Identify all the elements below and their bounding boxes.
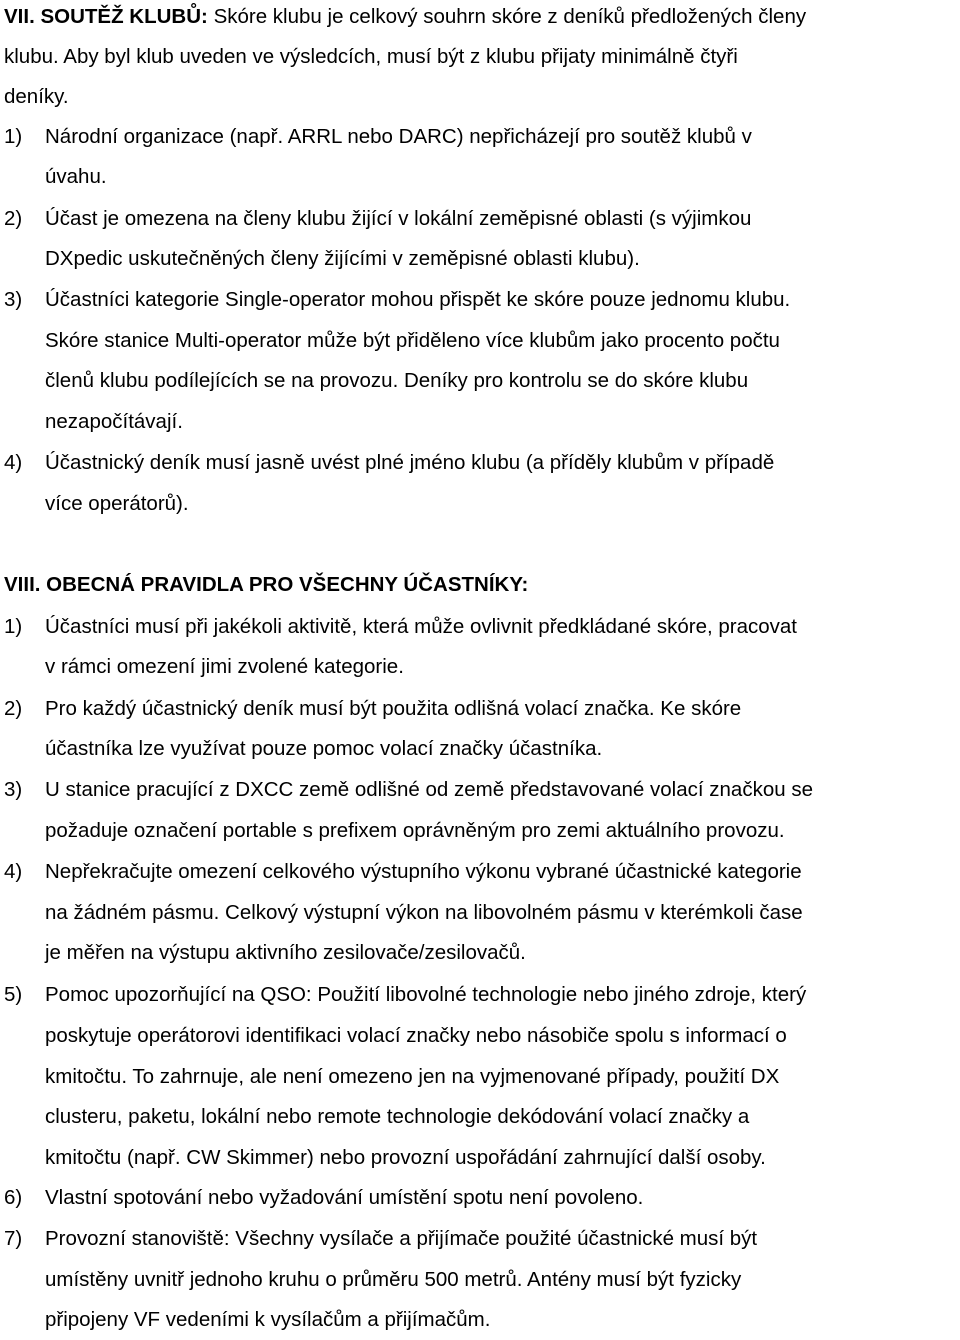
item-text: umístěny uvnitř jednoho kruhu o průměru 500 metrů. Antény musí být fyzicky bbox=[45, 1268, 742, 1291]
item-number: 1) bbox=[4, 615, 23, 638]
item-text: Provozní stanoviště: Všechny vysílače a přijímače použité účastnické musí být bbox=[45, 1227, 758, 1250]
item-text: kmitočtu (např. CW Skimmer) nebo provozní uspořádání zahrnující další osoby. bbox=[45, 1146, 766, 1169]
item-text: U stanice pracující z DXCC země odlišné od země představované volací značkou se bbox=[45, 778, 813, 801]
list-item-continuation bbox=[0, 729, 960, 769]
item-number: 4) bbox=[4, 451, 23, 474]
item-number: 4) bbox=[4, 860, 23, 883]
item-number: 2) bbox=[4, 207, 23, 230]
section-7-heading-line bbox=[0, 0, 960, 37]
item-text: Pomoc upozorňující na QSO: Použití libovolné technologie nebo jiného zdroje, který bbox=[45, 983, 807, 1006]
list-item bbox=[0, 770, 960, 810]
section-8-heading-line bbox=[0, 565, 960, 605]
list-item bbox=[0, 199, 960, 239]
list-item bbox=[0, 975, 960, 1015]
list-item-continuation bbox=[0, 402, 960, 442]
item-text: požaduje označení portable s prefixem oprávněným pro zemi aktuálního provozu. bbox=[45, 819, 785, 842]
list-item-continuation bbox=[0, 647, 960, 687]
section-7-intro-line: Skóre klubu je celkový souhrn skóre z deníků předložených členy bbox=[213, 5, 807, 28]
list-item-continuation bbox=[0, 157, 960, 197]
list-item-continuation bbox=[0, 361, 960, 401]
list-item-continuation bbox=[0, 1016, 960, 1056]
list-item-continuation bbox=[0, 1138, 960, 1178]
item-text: více operátorů). bbox=[45, 492, 189, 515]
list-item bbox=[0, 117, 960, 157]
item-number: 3) bbox=[4, 778, 23, 801]
item-text: poskytuje operátorovi identifikaci volací značky nebo násobiče spolu s informací o bbox=[45, 1024, 787, 1047]
list-item-continuation bbox=[0, 1260, 960, 1300]
item-text: Skóre stanice Multi-operator může být přiděleno více klubům jako procento počtu bbox=[45, 329, 780, 352]
list-item-continuation bbox=[0, 239, 960, 279]
item-number: 6) bbox=[4, 1186, 23, 1209]
list-item bbox=[0, 280, 960, 320]
list-item bbox=[0, 1178, 960, 1218]
item-text: Účastníci kategorie Single-operator mohou přispět ke skóre pouze jednomu klubu. bbox=[45, 288, 791, 311]
item-text: Vlastní spotování nebo vyžadování umístění spotu není povoleno. bbox=[45, 1186, 644, 1209]
item-text: Nepřekračujte omezení celkového výstupního výkonu vybrané účastnické kategorie bbox=[45, 860, 802, 883]
item-number: 7) bbox=[4, 1227, 23, 1250]
list-item-continuation bbox=[0, 1057, 960, 1097]
list-item-continuation bbox=[0, 484, 960, 524]
item-text: úvahu. bbox=[45, 165, 107, 188]
item-text: členů klubu podílejících se na provozu. Deníky pro kontrolu se do skóre klubu bbox=[45, 369, 749, 392]
paragraph-text: deníky. bbox=[4, 85, 69, 108]
item-text: v rámci omezení jimi zvolené kategorie. bbox=[45, 655, 404, 678]
list-item bbox=[0, 852, 960, 892]
list-item bbox=[0, 1219, 960, 1259]
item-text: připojeny VF vedeními k vysílačům a přijímačům. bbox=[45, 1308, 491, 1331]
list-item bbox=[0, 689, 960, 729]
list-item-continuation bbox=[0, 811, 960, 851]
item-number: 3) bbox=[4, 288, 23, 311]
item-text: clusteru, paketu, lokální nebo remote technologie dekódování volací značky a bbox=[45, 1105, 750, 1128]
list-item bbox=[0, 443, 960, 483]
section-7-intro-line bbox=[0, 37, 960, 77]
item-text: DXpedic uskutečněných členy žijícími v zeměpisné oblasti klubu). bbox=[45, 247, 640, 270]
list-item bbox=[0, 607, 960, 647]
list-item-continuation bbox=[0, 321, 960, 361]
item-text: Účastnický deník musí jasně uvést plné jméno klubu (a příděly klubům v případě bbox=[45, 451, 775, 474]
item-text: účastníka lze využívat pouze pomoc volací značky účastníka. bbox=[45, 737, 603, 760]
list-item-continuation bbox=[0, 893, 960, 933]
item-text: Účastníci musí při jakékoli aktivitě, která může ovlivnit předkládané skóre, pracovat bbox=[45, 615, 797, 638]
item-text: Pro každý účastnický deník musí být použita odlišná volací značka. Ke skóre bbox=[45, 697, 742, 720]
item-text: Účast je omezena na členy klubu žijící v lokální zeměpisné oblasti (s výjimkou bbox=[45, 207, 752, 230]
item-text: nezapočítávají. bbox=[45, 410, 183, 433]
item-number: 2) bbox=[4, 697, 23, 720]
list-item-continuation bbox=[0, 933, 960, 973]
section-8-title: VIII. OBECNÁ PRAVIDLA PRO VŠECHNY ÚČASTNÍKY: bbox=[4, 573, 529, 596]
item-text: je měřen na výstupu aktivního zesilovače/zesilovačů. bbox=[45, 941, 526, 964]
item-text: na žádném pásmu. Celkový výstupní výkon na libovolném pásmu v kterémkoli čase bbox=[45, 901, 803, 924]
list-item-continuation bbox=[0, 1300, 960, 1340]
paragraph-text: klubu. Aby byl klub uveden ve výsledcích, musí být z klubu přijaty minimálně čtyři bbox=[4, 45, 738, 68]
section-7-title: VII. SOUTĚŽ KLUBŮ: bbox=[4, 5, 208, 28]
item-number: 5) bbox=[4, 983, 23, 1006]
item-number: 1) bbox=[4, 125, 23, 148]
item-text: Národní organizace (např. ARRL nebo DARC) nepřicházejí pro soutěž klubů v bbox=[45, 125, 752, 148]
list-item-continuation bbox=[0, 1097, 960, 1137]
item-text: kmitočtu. To zahrnuje, ale není omezeno jen na vyjmenované případy, použití DX bbox=[45, 1065, 780, 1088]
section-7-intro-line bbox=[0, 77, 960, 117]
